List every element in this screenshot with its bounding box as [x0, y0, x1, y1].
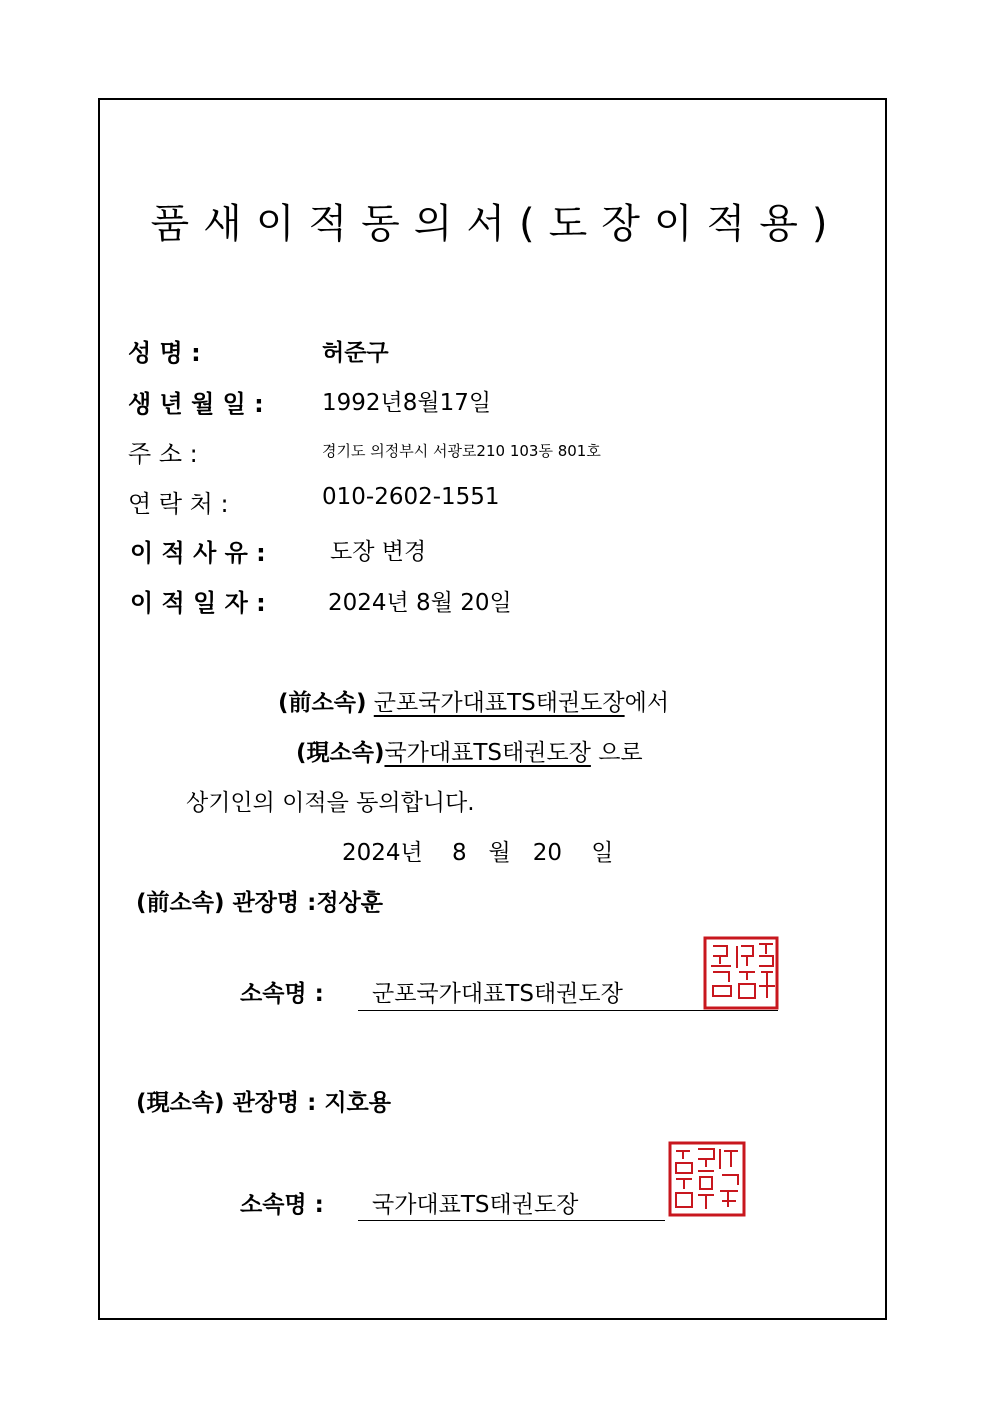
prev-prefix: (前소속): [278, 690, 367, 716]
curr-affil-value: 국가대표TS태권도장: [372, 1192, 579, 1218]
prev-suffix: 에서: [624, 690, 670, 716]
curr-head-label: (現소속) 관장명 : 지호용: [136, 1090, 391, 1116]
field-name-label: 성 명 :: [128, 339, 201, 367]
transfer-prev-line: [278, 684, 669, 717]
field-date-value: 2024년 8월 20일: [328, 590, 512, 616]
field-address-value: 경기도 의정부시 서광로210 103동 801호: [322, 442, 601, 460]
field-contact-label: 연 락 처 :: [128, 490, 229, 518]
field-name-value: 허준구: [322, 340, 389, 366]
curr-signature-line: [358, 1220, 665, 1221]
consent-date: 2024년 8 월 20 일: [342, 840, 614, 866]
field-birthdate-value: 1992년8월17일: [322, 390, 492, 416]
field-date-label: 이 적 일 자 :: [130, 589, 266, 617]
consent-text: 상기인의 이적을 동의합니다.: [186, 790, 475, 816]
document-title: 품새이적동의서(도장이적용): [150, 201, 842, 247]
prev-affil-value: 군포국가대표TS태권도장: [372, 981, 623, 1007]
curr-suffix: 으로: [598, 740, 643, 766]
field-reason-value: 도장 변경: [330, 539, 427, 565]
transfer-curr-line: [296, 734, 643, 767]
prev-signature-line: [358, 1010, 778, 1011]
field-birthdate-label: 생 년 월 일 :: [128, 390, 264, 418]
field-address-label: 주 소 :: [128, 440, 198, 468]
field-contact-value: 010-2602-1551: [322, 484, 500, 510]
prev-affil-label: 소속명 :: [240, 981, 324, 1007]
curr-affil-label: 소속명 :: [240, 1192, 324, 1218]
prev-dojang: 군포국가대표TS태권도장: [373, 690, 625, 716]
field-reason-label: 이 적 사 유 :: [130, 539, 266, 567]
prev-dojang-seal: [703, 936, 779, 1010]
prev-head-label: (前소속) 관장명 :정상훈: [136, 890, 383, 916]
curr-prefix: (現소속): [296, 740, 385, 766]
curr-dojang-seal: [668, 1141, 746, 1217]
curr-dojang: 국가대표TS태권도장: [384, 740, 591, 766]
